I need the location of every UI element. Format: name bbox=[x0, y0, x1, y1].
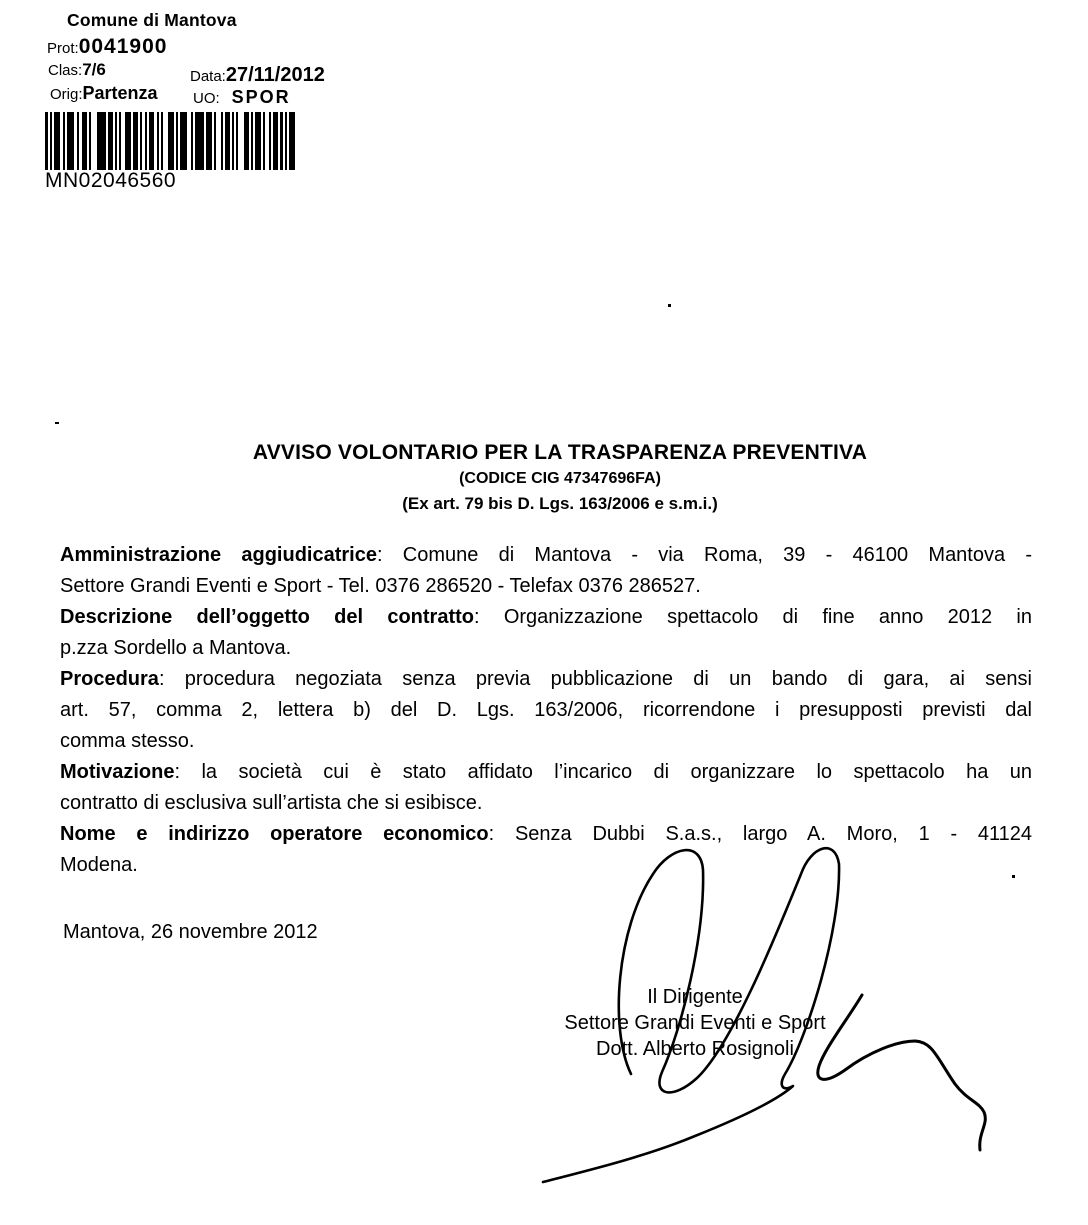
barcode-number: MN02046560 bbox=[45, 169, 177, 192]
body-line: art. 57, comma 2, lettera b) del D. Lgs. 163/2006, ricorrendone i presupposti previsti dal bbox=[60, 699, 1032, 721]
body-line: Settore Grandi Eventi e Sport - Tel. 0376 286520 - Telefax 0376 286527. bbox=[60, 575, 701, 597]
data-label: Data: bbox=[190, 68, 226, 85]
body-line: p.zza Sordello a Mantova. bbox=[60, 637, 292, 659]
protocol-stamp bbox=[45, 8, 375, 203]
uo-value: SPOR bbox=[231, 87, 291, 107]
body-text bbox=[60, 540, 1032, 881]
stamp-field-orig bbox=[50, 83, 158, 104]
prot-value: 0041900 bbox=[78, 35, 168, 58]
title-block bbox=[44, 440, 1076, 514]
scan-speck bbox=[55, 422, 59, 424]
body-line: Procedura: procedura negoziata senza previa pubblicazione di un bando di gara, ai sensi bbox=[60, 668, 1032, 690]
signature-role: Il Dirigente bbox=[647, 986, 743, 1008]
stamp-organization: Comune di Mantova bbox=[67, 10, 237, 30]
body-line: Motivazione: la società cui è stato affidato l’incarico di organizzare lo spettacolo ha un bbox=[60, 761, 1032, 783]
prot-label: Prot: bbox=[47, 40, 79, 57]
signature-department: Settore Grandi Eventi e Sport bbox=[564, 1012, 826, 1034]
barcode-icon bbox=[45, 112, 295, 170]
stamp-field-clas bbox=[48, 60, 106, 80]
orig-value: Partenza bbox=[82, 83, 158, 103]
clas-label: Clas: bbox=[48, 62, 83, 79]
body-line: comma stesso. bbox=[60, 730, 195, 752]
stamp-field-data bbox=[190, 64, 325, 87]
data-value: 27/11/2012 bbox=[225, 64, 325, 86]
clas-value: 7/6 bbox=[82, 60, 106, 79]
body-line: Modena. bbox=[60, 854, 138, 876]
body-line: Amministrazione aggiudicatrice: Comune di Mantova - via Roma, 39 - 46100 Mantova - bbox=[60, 544, 1033, 566]
stamp-field-prot bbox=[47, 35, 167, 59]
body-line: contratto di esclusiva sull’artista che si esibisce. bbox=[60, 792, 483, 814]
signature-name: Dott. Alberto Rosignoli bbox=[596, 1038, 794, 1060]
document-subtitle-law: (Ex art. 79 bis D. Lgs. 163/2006 e s.m.i.) bbox=[402, 494, 718, 513]
stamp-field-uo bbox=[193, 87, 291, 108]
document-subtitle-cig: (CODICE CIG 47347696FA) bbox=[459, 470, 661, 487]
scan-speck bbox=[668, 304, 671, 307]
body-line: Nome e indirizzo operatore economico: Senza Dubbi S.a.s., largo A. Moro, 1 - 41124 bbox=[60, 823, 1032, 845]
document-title: AVVISO VOLONTARIO PER LA TRASPARENZA PREVENTIVA bbox=[252, 441, 868, 464]
signature-block bbox=[515, 984, 875, 1062]
uo-label: UO: bbox=[193, 90, 220, 107]
scan-speck bbox=[1012, 875, 1015, 878]
orig-label: Orig: bbox=[50, 86, 83, 103]
dateline: Mantova, 26 novembre 2012 bbox=[63, 921, 318, 943]
body-line: Descrizione dell’oggetto del contratto: Organizzazione spettacolo di fine anno 2012 in bbox=[60, 606, 1033, 628]
